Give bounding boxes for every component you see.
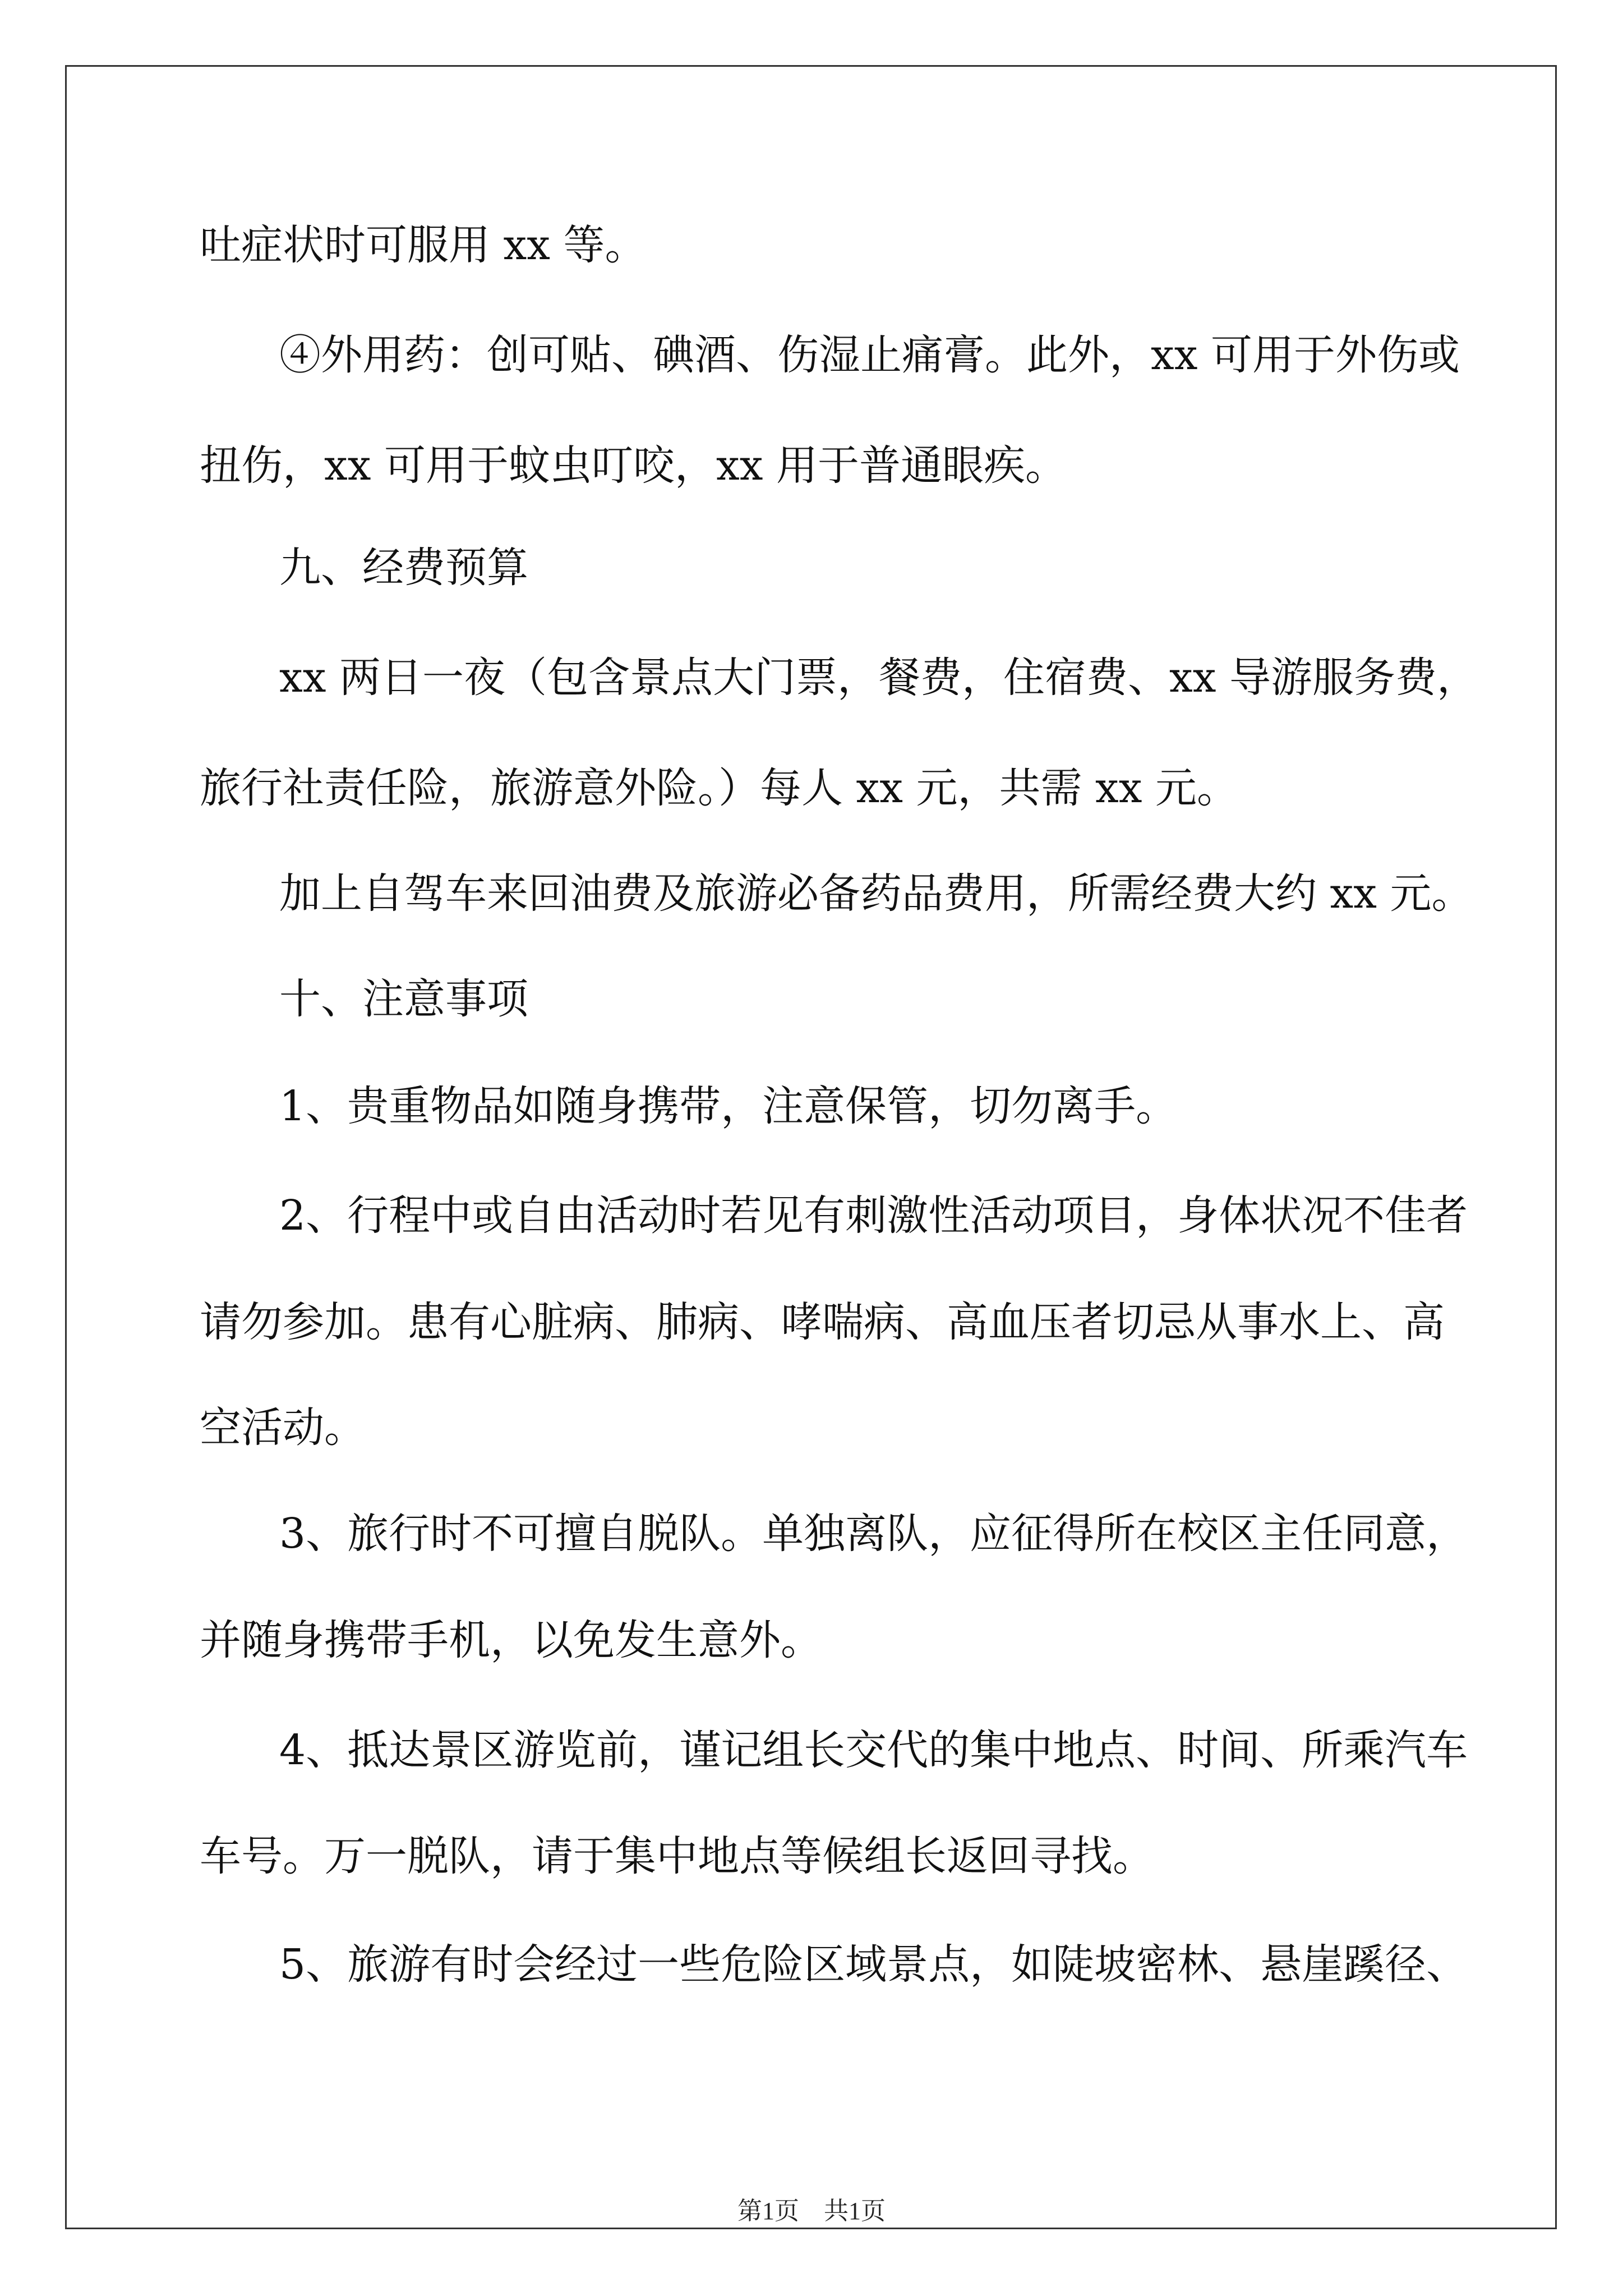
- line-16: 车号。万一脱队，请于集中地点等候组长返回寻找。: [200, 1832, 1154, 1880]
- section-heading-notes: 十、注意事项: [279, 975, 528, 1023]
- line-9: 1、贵重物品如随身携带，注意保管，切勿离手。: [279, 1082, 1178, 1130]
- page-border: [65, 65, 1557, 2229]
- line-7: 加上自驾车来回油费及旅游必备药品费用，所需经费大约 xx 元。: [279, 869, 1473, 918]
- line-13: 3、旅行时不可擅自脱队。单独离队，应征得所在校区主任同意，: [279, 1510, 1468, 1558]
- line-10: 2、行程中或自由活动时若见有刺激性活动项目，身体状况不佳者: [279, 1191, 1468, 1240]
- line-17: 5、旅游有时会经过一些危险区域景点，如陡坡密林、悬崖蹊径、: [279, 1940, 1468, 1989]
- line-11: 请勿参加。患有心脏病、肺病、哮喘病、高血压者切忌从事水上、高: [200, 1298, 1445, 1346]
- line-1: 吐症状时可服用 xx 等。: [200, 221, 647, 269]
- page-footer: 第1页 共1页: [737, 2197, 886, 2225]
- line-15: 4、抵达景区游览前，谨记组长交代的集中地点、时间、所乘汽车: [279, 1726, 1468, 1774]
- line-3: 扭伤，xx 可用于蚊虫叮咬，xx 用于普通眼疾。: [200, 441, 1067, 490]
- line-6: 旅行社责任险，旅游意外险。）每人 xx 元，共需 xx 元。: [200, 764, 1239, 812]
- section-heading-budget: 九、经费预算: [279, 544, 528, 592]
- line-2: ④外用药：创可贴、碘酒、伤湿止痛膏。此外，xx 可用于外伤或: [279, 331, 1460, 379]
- line-5: xx 两日一夜（包含景点大门票，餐费，住宿费、xx 导游服务费，: [279, 654, 1478, 702]
- line-14: 并随身携带手机，以免发生意外。: [200, 1616, 822, 1664]
- line-12: 空活动。: [200, 1404, 366, 1452]
